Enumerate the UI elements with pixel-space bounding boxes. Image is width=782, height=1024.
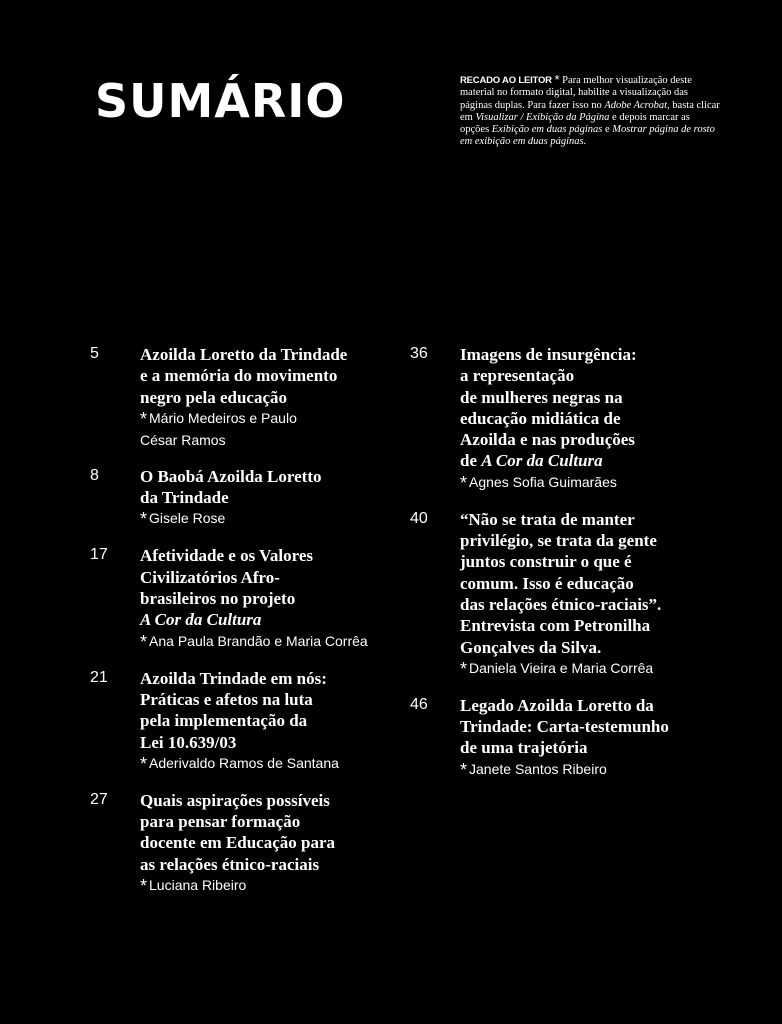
asterisk-icon: *: [140, 753, 148, 774]
toc-page-number: 27: [90, 790, 108, 808]
toc-entry-author: [460, 759, 710, 781]
toc-entry-title: [140, 790, 390, 875]
reader-note-label: RECADO AO LEITOR: [460, 75, 552, 86]
toc-entry-title: [460, 344, 710, 472]
toc-entry-author-name: Luciana Ribeiro: [149, 877, 247, 894]
toc-page-number: 5: [90, 345, 99, 362]
toc-entry-title: [140, 466, 390, 509]
reader-note-text-2: , basta clicar em: [460, 99, 720, 123]
asterisk-icon: *: [140, 509, 148, 530]
toc-entry-title: [140, 668, 390, 753]
toc-entry-author: [140, 753, 390, 775]
toc-entry[interactable]: [90, 466, 390, 531]
toc-entry-author-name: Mário Medeiros e Paulo César Ramos: [140, 409, 297, 448]
toc-page-number: 8: [90, 466, 99, 484]
toc-column-left: [90, 344, 390, 912]
toc-entry[interactable]: [90, 344, 390, 451]
toc-entry[interactable]: [90, 668, 390, 775]
reader-note-em-4: Mostrar página de rosto em exibição em duas páginas.: [460, 124, 715, 148]
toc-page-number: 36: [410, 345, 428, 362]
toc-entry-author: [140, 875, 390, 897]
toc-entry-title: [460, 695, 710, 759]
reader-note: [460, 74, 720, 149]
toc-page-number: 21: [90, 668, 108, 686]
toc-entry-author-name: Ana Paula Brandão e Maria Corrêa: [149, 632, 368, 649]
asterisk-icon: *: [140, 876, 148, 897]
asterisk-icon: *: [460, 759, 468, 780]
toc-entry-author: [140, 408, 390, 451]
reader-note-em-1: Adobe Acrobat: [604, 99, 668, 111]
toc-entry-title-text: O Baobá Azoilda Loretto da Trindade: [140, 466, 322, 508]
toc-entry-title: [140, 545, 390, 630]
toc-entry-title-italic: A Cor da Cultura: [481, 451, 603, 471]
toc-entry-title-text: Azoilda Trindade em nós: Práticas e afetos na luta pela implementação da Lei 10.639/03: [140, 668, 327, 752]
asterisk-icon: *: [460, 472, 468, 493]
toc-entry[interactable]: [410, 509, 710, 680]
toc-entry[interactable]: [410, 695, 710, 781]
asterisk-icon: *: [460, 658, 468, 679]
toc-entry-author: [460, 658, 710, 680]
asterisk-icon: *: [140, 631, 148, 652]
toc-entry-title-text: Quais aspirações possíveis para pensar formação docente em Educação para as relações étnico-raciais: [140, 790, 336, 874]
reader-note-em-3: Exibição em duas páginas: [491, 124, 603, 136]
toc-entry-title: [460, 509, 710, 658]
toc-entry-title-italic: A Cor da Cultura: [140, 610, 262, 630]
reader-note-text-1: Para melhor visualização deste material no formato digital, habilite a visualização das páginas duplas. Para fazer isso no: [460, 75, 692, 111]
toc-column-right: [410, 344, 710, 796]
asterisk-icon: *: [554, 72, 560, 87]
toc-entry-author: [140, 508, 390, 530]
toc-entry-author-name: Aderivaldo Ramos de Santana: [149, 754, 339, 771]
toc-entry[interactable]: [90, 790, 390, 897]
reader-note-text-4: e: [602, 124, 613, 136]
toc-page-number: 17: [90, 546, 108, 564]
toc-entry-title-text: “Não se trata de manter privilégio, se trata da gente juntos construir o que é comum. Isso é educação das relações étnico-raciais”. Entrevista com Petronilha Gonçalves da Silva.: [460, 509, 662, 657]
reader-note-em-2: Visualizar / Exibição da Página: [475, 111, 610, 123]
toc-entry[interactable]: [410, 344, 710, 494]
toc-entry-author-name: Daniela Vieira e Maria Corrêa: [469, 659, 654, 676]
page-title: SUMÁRIO: [95, 74, 346, 128]
toc-entry-author: [140, 631, 390, 653]
toc-entry-title-text: Legado Azoilda Loretto da Trindade: Carta-testemunho de uma trajetória: [460, 695, 669, 758]
toc-entry[interactable]: [90, 545, 390, 652]
toc-entry-title-text: Imagens de insurgência: a representação de mulheres negras na educação midiática de Azoilda e nas produções de: [460, 345, 637, 471]
toc-entry-author: [460, 472, 710, 494]
toc-page-number: 40: [410, 509, 428, 527]
asterisk-icon: *: [140, 408, 148, 429]
toc-entry-title-text: Azoilda Loretto da Trindade e a memória do movimento negro pela educação: [140, 345, 348, 407]
toc-page-number: 46: [410, 695, 428, 713]
toc-entry-author-name: Janete Santos Ribeiro: [469, 760, 607, 777]
toc-entry-title-text: Afetividade e os Valores Civilizatórios Afro- brasileiros no projeto: [140, 546, 313, 609]
toc-entry-author-name: Gisele Rose: [149, 510, 226, 527]
toc-entry-title: [140, 344, 390, 408]
toc-entry-author-name: Agnes Sofia Guimarães: [469, 473, 617, 490]
reader-note-text-3: e depois marcar as opções: [460, 111, 690, 136]
